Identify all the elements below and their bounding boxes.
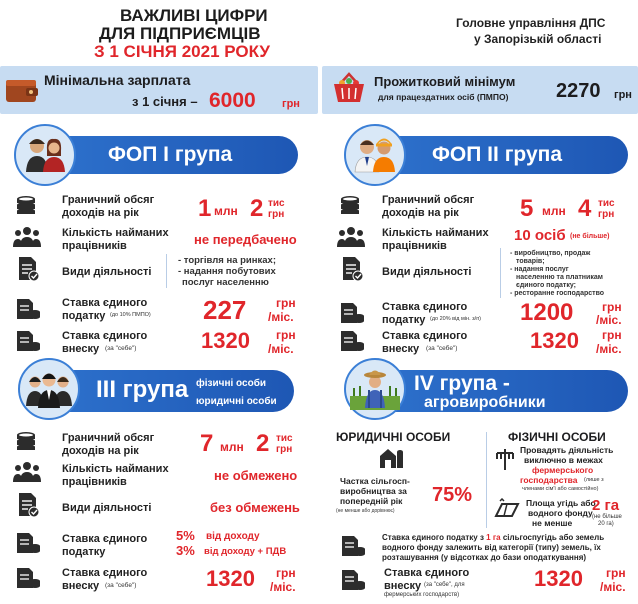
group4-title-2: агровиробники [424,394,546,411]
g4-legal-text-3: попередній рік [340,496,403,506]
g3-esv-unit-1: грн [276,566,296,580]
title-line-2: ДЛЯ ПІДПРИЄМЦІВ [99,24,261,43]
g2-income-b: 4 [578,195,592,222]
g4-rate-text-3: розташування (у відсотках до бази оподаткування) [382,553,587,562]
g2-esv-unit-2: /міс. [596,342,622,356]
g4-ind-text-4: господарства [520,475,578,485]
g4-legal-heading: ЮРИДИЧНІ ОСОБИ [336,430,451,444]
min-wage-label-1: Мінімальна зарплата [44,72,191,88]
esv-doc-icon [340,568,366,597]
g4-esv-label-1: Ставка єдиного [384,567,470,579]
employees-icon [336,225,366,254]
g3-income-a-unit: млн [220,440,244,454]
g3-income-label-1: Граничний обсяг [62,432,155,444]
document-check-icon [16,492,40,523]
g4-esv-unit-2: /міс. [600,580,626,594]
group3-title: ІІІ група [96,376,189,403]
g4-esv-note-2: фермерських господарств) [384,592,460,598]
g3-esv-value: 1320 [206,566,255,591]
g1-employees-value: не передбачено [194,232,297,247]
esv-doc-icon [339,329,365,358]
subsistence-amount: 2270 [556,80,601,102]
group4-farmer-icon [344,358,406,420]
g3-income-b-unit-1: тис [276,433,293,444]
g1-tax-unit-2: /міс. [268,310,294,324]
g1-activity-label: Види діяльності [62,266,152,278]
g2-tax-unit-2: /міс. [596,313,622,327]
title-line-3: З 1 СІЧНЯ 2021 РОКУ [94,42,270,61]
g4-esv-value: 1320 [534,566,583,591]
g1-esv-note: (за "себе") [105,345,137,352]
g4-esv-note-1: (за "себе", для [424,582,465,588]
g2-employees-value: 10 осіб [514,227,566,244]
g1-tax-value: 227 [203,295,247,325]
g4-ind-text-3: фермерського [532,465,594,475]
document-check-icon [16,256,40,287]
g1-activity-3: послуг населенню [182,277,269,288]
g1-tax-label-2: податку [62,310,106,322]
rake-icon [494,446,516,477]
g2-esv-note: (за "себе") [426,345,458,352]
group2-people-icon [344,124,406,186]
g1-income-b-unit-2: грн [268,209,285,220]
g4-legal-note: (не менше або дорівнює) [336,508,395,514]
employees-icon [12,225,42,254]
basket-icon [330,70,368,108]
g4-ind-note-2: членами сім'ї або самостійно) [522,486,599,492]
g1-tax-unit-1: грн [276,296,296,310]
g3-income-b-unit-2: грн [276,444,293,455]
g2-employees-label-2: працівників [382,240,447,252]
coins-icon [14,430,38,459]
g3-esv-note: (за "себе") [105,582,137,589]
g3-employees-value: не обмежено [214,468,298,483]
g1-income-label-2: доходів на рік [62,207,139,219]
g1-income-a: 1 [198,195,212,222]
tax-doc-icon [339,301,365,330]
group2-title: ФОП ІІ група [432,143,563,166]
g4-ind-text-1: Провадять діяльність [520,445,614,455]
g3-tax-label-1: Ставка єдиного [62,533,148,545]
g2-activity-4: населенню та платникам [516,274,603,281]
g3-tax-value-1a: 5% [176,528,195,543]
g1-esv-value: 1320 [201,328,250,353]
g2-activity-divider [500,248,501,298]
g3-income-b: 2 [256,430,270,457]
g4-column-divider [486,432,487,528]
g4-legal-value: 75% [432,484,473,506]
tax-doc-icon [15,531,41,560]
g2-employees-label-1: Кількість найманих [382,227,489,239]
g4-area-text-2: водного фонду [528,508,593,518]
g1-income-b-unit-1: тис [268,198,285,209]
g4-area-note-1: (не більше [592,514,622,520]
g2-employees-note: (не більше) [570,233,610,240]
g2-esv-value: 1320 [530,328,579,353]
g1-activity-divider [166,254,167,288]
g3-esv-label-1: Ставка єдиного [62,567,148,579]
g2-tax-unit-1: грн [602,300,622,314]
title-line-1: ВАЖЛИВІ ЦИФРИ [120,6,268,25]
g3-tax-value-2b: від доходу + ПДВ [204,546,287,557]
g4-area-text-3: не менше [532,518,573,528]
group1-title: ФОП І група [108,143,233,166]
group3-sub-2: юридичні особи [196,396,277,407]
g2-esv-unit-1: грн [602,328,622,342]
g3-tax-label-2: податку [62,546,106,558]
subsistence-label-2: для працездатних осіб (ПМПО) [378,92,509,102]
g1-tax-label-1: Ставка єдиного [62,297,148,309]
min-wage-amount: 6000 [209,89,256,112]
g4-area-note-2: 20 га) [598,521,614,527]
g2-activity-6: - ресторанне господарство [510,290,605,297]
g2-activity-3: - надання послуг [510,266,569,273]
group3-sub-1: фізичні особи [196,378,267,389]
g4-ind-note-1: (лише з [584,477,604,483]
g3-tax-value-1b: від доходу [206,531,260,542]
farm-icon [376,444,406,475]
g1-income-a-unit: млн [214,204,238,218]
subsistence-unit: грн [614,89,632,101]
group3-people-icon [18,358,80,420]
g2-activity-2: товарів; [516,258,545,265]
g1-esv-unit-2: /міс. [268,342,294,356]
org-line-2: у Запорізькій області [474,32,602,46]
g3-activity-value: без обмежень [210,500,300,515]
g2-tax-label-1: Ставка єдиного [382,301,468,313]
tax-doc-icon [340,534,366,563]
g2-income-a-unit: млн [542,204,566,218]
land-plot-icon [494,498,520,525]
g2-income-b-unit-2: грн [598,209,615,220]
g3-tax-value-2a: 3% [176,543,195,558]
g2-income-label-1: Граничний обсяг [382,194,475,206]
g2-activity-5: єдиного податку; [516,282,576,289]
tax-doc-icon [15,297,41,326]
g2-income-label-2: доходів на рік [382,207,459,219]
org-line-1: Головне управління ДПС [456,16,606,30]
g2-income-a: 5 [520,195,534,222]
document-check-icon [340,256,364,287]
g1-activity-1: - торгівля на ринках; [178,255,276,266]
g1-esv-label-1: Ставка єдиного [62,330,148,342]
g1-income-label-1: Граничний обсяг [62,194,155,206]
employees-icon [12,460,42,489]
g4-individual-heading: ФІЗИЧНІ ОСОБИ [508,430,606,444]
g4-ind-text-2: виключно в межах [524,455,603,465]
g3-activity-label: Види діяльності [62,502,152,514]
g2-income-b-unit-1: тис [598,198,615,209]
g4-esv-unit-1: грн [606,566,626,580]
g3-esv-label-2: внеску [62,580,100,592]
group1-people-icon [14,124,76,186]
g4-esv-label-2: внеску [384,580,422,592]
min-wage-unit: грн [282,98,300,110]
g1-employees-label-1: Кількість найманих [62,227,169,239]
esv-doc-icon [15,329,41,358]
g4-rate-text-2: водного фонду залежить від категорії (типу) земель, їх [382,543,601,552]
g3-employees-label-1: Кількість найманих [62,463,169,475]
g4-legal-text-2: виробництва за [340,486,407,496]
esv-doc-icon [15,566,41,595]
min-wage-label-2: з 1 січня – [132,94,198,109]
g3-income-a: 7 [200,430,214,457]
g3-esv-unit-2: /міс. [270,580,296,594]
g4-area-value: 2 га [592,497,620,514]
coins-icon [338,194,362,223]
g1-income-b: 2 [250,195,264,222]
g2-tax-label-2: податку [382,314,426,326]
g4-rate-text-1: Ставка єдиного податку з 1 га сільгоспугідь або земель [382,533,605,542]
subsistence-label-1: Прожитковий мінімум [374,74,516,89]
g1-activity-2: - надання побутових [178,266,276,277]
g4-legal-text-1: Частка сільгосп- [340,476,410,486]
g1-esv-label-2: внеску [62,343,100,355]
g2-activity-label: Види діяльності [382,266,472,278]
g1-tax-note: (до 10% ПМПО) [110,312,151,318]
group4-title-1: IV група - [414,372,510,395]
g2-tax-value: 1200 [520,299,574,326]
g3-employees-label-2: працівників [62,476,127,488]
wallet-icon [4,72,40,108]
g3-income-label-2: доходів на рік [62,445,139,457]
g2-esv-label-2: внеску [382,343,420,355]
g2-activity-1: - виробництво, продаж [510,250,591,257]
coins-icon [14,194,38,223]
g2-esv-label-1: Ставка єдиного [382,330,468,342]
g4-area-text-1: Площа угідь або [526,498,596,508]
g1-employees-label-2: працівників [62,240,127,252]
g2-tax-note: (до 20% від мін. з/п) [430,316,482,322]
g1-esv-unit-1: грн [276,328,296,342]
